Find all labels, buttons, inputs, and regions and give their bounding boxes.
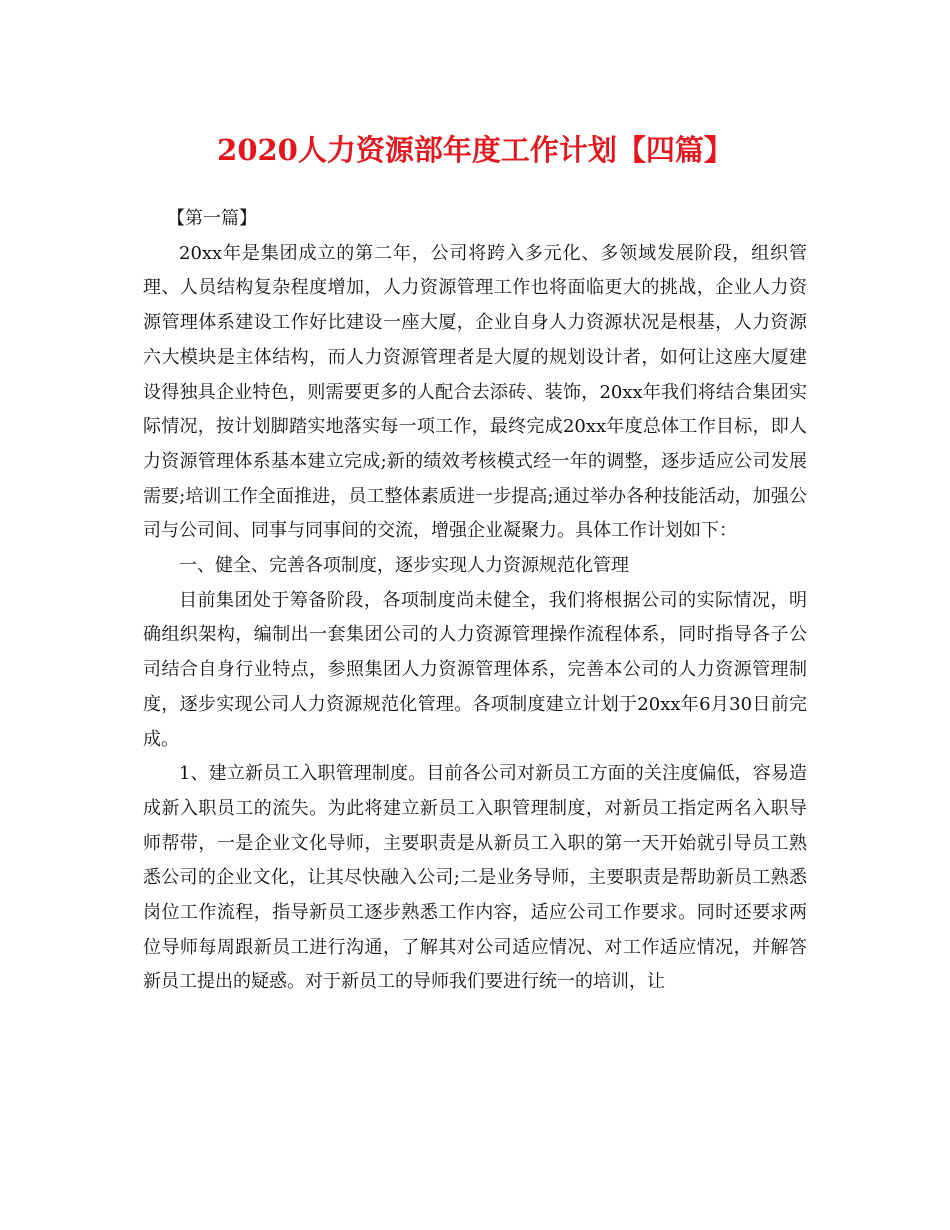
document-body bbox=[143, 202, 807, 1000]
paragraph: 1、建立新员工入职管理制度。目前各公司对新员工方面的关注度偏低，容易造成新入职员工的流失。为此将建立新员工入职管理制度，对新员工指定两名入职导师帮带，一是企业文化导师，主要职责是从新员工入职的第一天开始就引导员工熟悉公司的企业文化，让其尽快融入公司;二是业务导师，主要职责是帮助新员工熟悉岗位工作流程，指导新员工逐步熟悉工作内容，适应公司工作要求。同时还要求两位导师每周跟新员工进行沟通，了解其对公司适应情况、对工作适应情况，并解答新员工提出的疑惑。对于新员工的导师我们要进行统一的培训，让 bbox=[143, 763, 807, 993]
section-heading: 一、健全、完善各项制度，逐步实现人力资源规范化管理 bbox=[179, 555, 629, 577]
paragraph: 20xx年是集团成立的第二年，公司将跨入多元化、多领域发展阶段，组织管理、人员结构复杂程度增加，人力资源管理工作也将面临更大的挑战，企业人力资源管理体系建设工作好比建设一座大厦，企业自身人力资源状况是根基，人力资源六大模块是主体结构，而人力资源管理者是大厦的规划设计者，如何让这座大厦建设得独具企业特色，则需要更多的人配合去添砖、装饰，20xx年我们将结合集团实际情况，按计划脚踏实地落实每一项工作，最终完成20xx年度总体工作目标，即人力资源管理体系基本建立完成;新的绩效考核模式经一年的调整，逐步适应公司发展需要;培训工作全面推进，员工整体素质进一步提高;通过举办各种技能活动，加强公司与公司间、同事与同事间的交流，增强企业凝聚力。具体工作计划如下： bbox=[143, 242, 807, 542]
paragraph: 目前集团处于筹备阶段，各项制度尚未健全，我们将根据公司的实际情况，明确组织架构，编制出一套集团公司的人力资源管理操作流程体系，同时指导各子公司结合自身行业特点，参照集团人力资源管理体系，完善本公司的人力资源管理制度，逐步实现公司人力资源规范化管理。各项制度建立计划于20xx年6月30日前完成。 bbox=[143, 589, 807, 750]
document-title: 2020人力资源部年度工作计划【四篇】 bbox=[217, 133, 733, 167]
section-label: 【第一篇】 bbox=[167, 208, 257, 229]
